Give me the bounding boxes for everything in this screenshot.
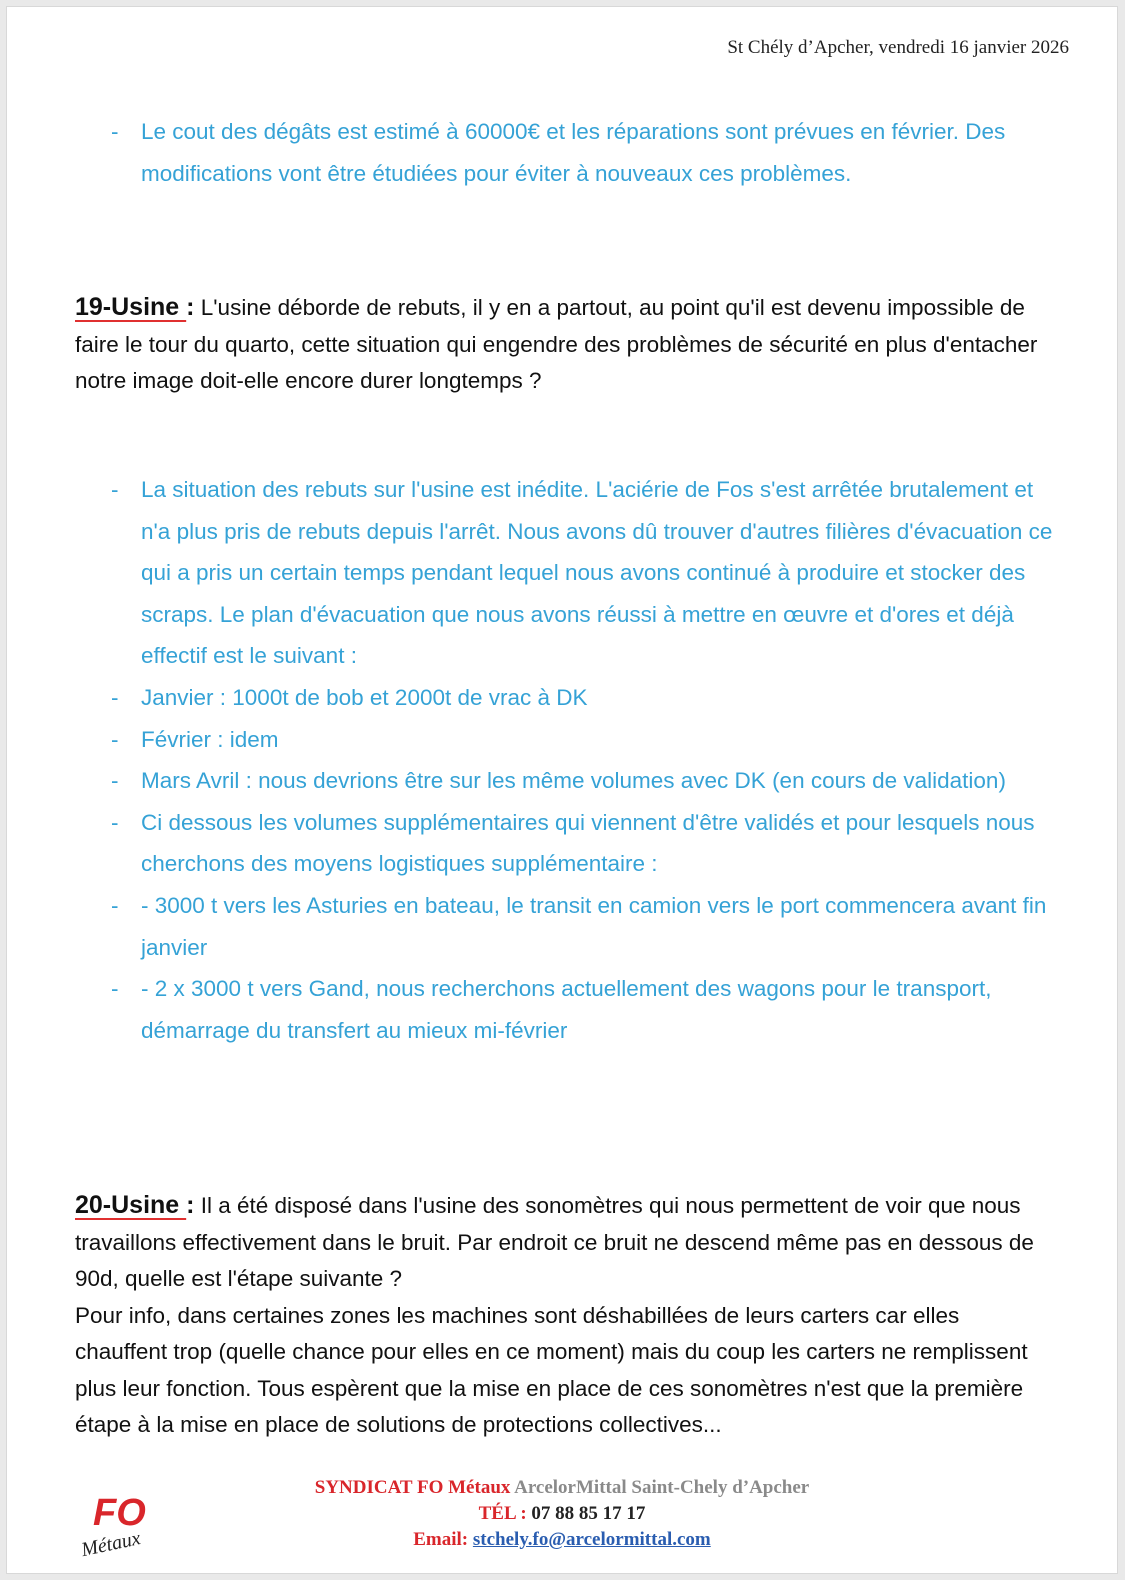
list-item: - - 3000 t vers les Asturies en bateau, le transit en camion vers le port commencera avant fin janvier <box>107 885 1057 968</box>
question-label: 19-Usine <box>75 293 187 321</box>
question-label: 20-Usine <box>75 1191 187 1219</box>
list-item: - La situation des rebuts sur l'usine est inédite. L'aciérie de Fos s'est arrêtée brutalement et n'a plus pris de rebuts depuis l'arrêt. Nous avons dû trouver d'autres filières d'évacuation ce qui a pris un certain temps pendant lequel nous avons continué à produire et stocker des scraps. Le plan d'évacuation que nous avons réussi à mettre en œuvre et d'ores et déjà effectif est le suivant : <box>107 469 1057 677</box>
document-page <box>6 6 1118 1574</box>
list-item: - Mars Avril : nous devrions être sur les même volumes avec DK (en cours de validation) <box>107 760 1057 802</box>
list-item: - Février : idem <box>107 719 1057 761</box>
date-line: St Chély d’Apcher, vendredi 16 janvier 2026 <box>727 37 1069 58</box>
svg-text:Métaux: Métaux <box>79 1527 143 1562</box>
email-link[interactable]: stchely.fo@arcelormittal.com <box>472 1529 711 1550</box>
question-20: 20-Usine : Il a été disposé dans l'usine des sonomètres qui nous permettent de voir que nous travaillons effectivement dans le bruit. Par endroit ce bruit ne descend même pas en dessous de 90d, quelle est l'étape suivante ? Pour info, dans certaines zones les machines sont déshabillées de leurs carters car elles chauffent trop (quelle chance pour elles en ce moment) mais du coup les carters ne remplissent plus leur fonction. Tous espèrent que la mise en place de ces sonomètres n'est que la première étape à la mise en place de solutions de protections collectives... <box>75 1191 1034 1437</box>
svg-text:FO: FO <box>93 1492 146 1534</box>
answer-19-list <box>107 469 1057 1051</box>
list-item: - Janvier : 1000t de bob et 2000t de vrac à DK <box>107 677 1057 719</box>
footer: SYNDICAT FO Métaux ArcelorMittal Saint-Chely d’Apcher TÉL : 07 88 85 17 17 Email: stchely.fo@arcelormittal.com <box>314 1477 810 1550</box>
list-item: - Le cout des dégâts est estimé à 60000€ et les réparations sont prévues en février. Des modifications vont être étudiées pour éviter à nouveaux ces problèmes. <box>107 111 1057 194</box>
list-item: - Ci dessous les volumes supplémentaires qui viennent d'être validés et pour lesquels nous cherchons des moyens logistiques supplémentaire : <box>107 802 1057 885</box>
list-item: - - 2 x 3000 t vers Gand, nous recherchons actuellement des wagons pour le transport, démarrage du transfert au mieux mi-février <box>107 968 1057 1051</box>
phone-number: 07 88 85 17 17 <box>531 1503 646 1524</box>
answer-18-list <box>107 111 1057 194</box>
question-19: 19-Usine : L'usine déborde de rebuts, il y en a partout, au point qu'il est devenu impossible de faire le tour du quarto, cette situation qui engendre des problèmes de sécurité en plus d'entacher notre image doit-elle encore durer longtemps ? <box>75 293 1038 393</box>
